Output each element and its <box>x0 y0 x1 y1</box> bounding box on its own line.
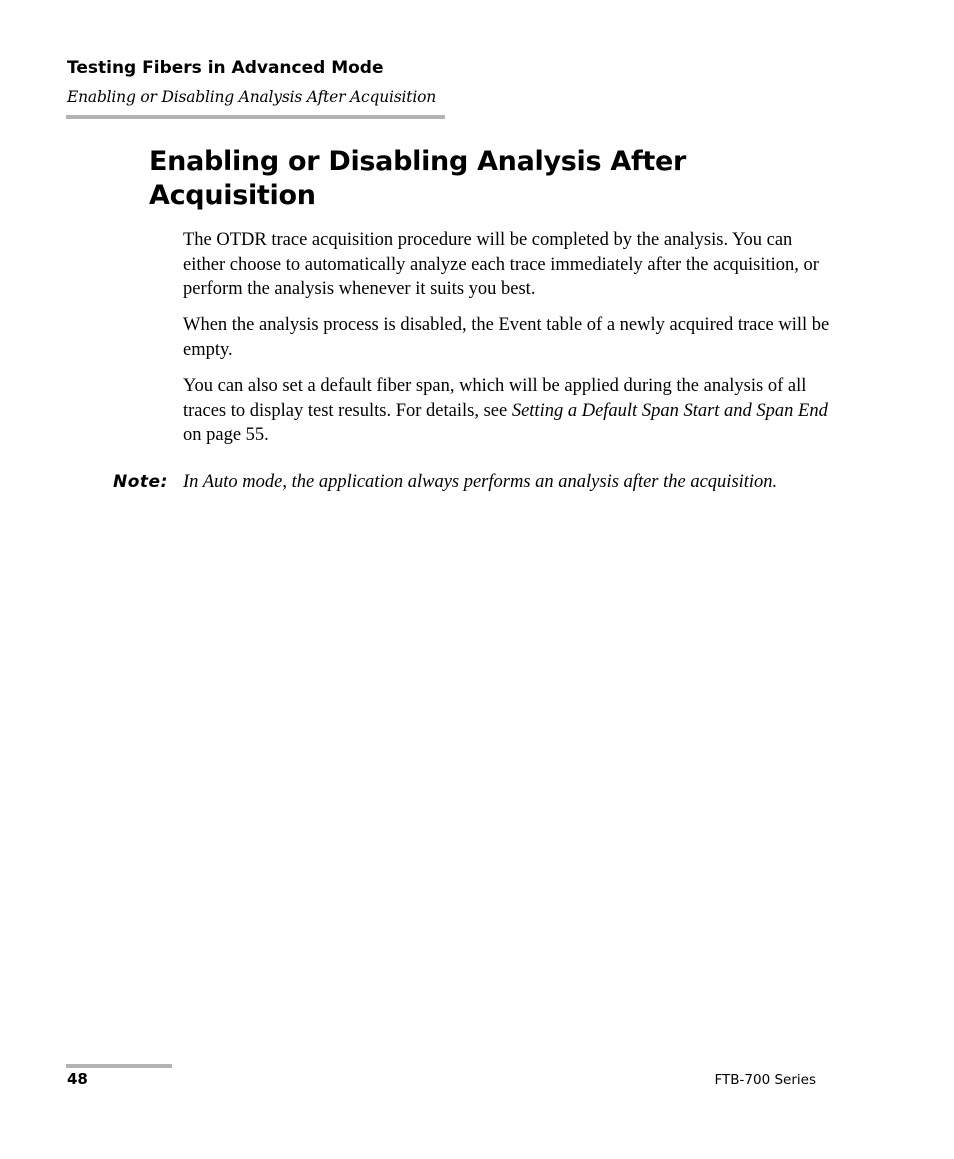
body-paragraph-2: When the analysis process is disabled, the Event table of a newly acquired trace will be empty. <box>183 315 830 360</box>
running-head-subtitle: Enabling or Disabling Analysis After Acquisition <box>67 88 436 106</box>
running-head-title: Testing Fibers in Advanced Mode <box>67 58 384 78</box>
product-name: FTB-700 Series <box>714 1072 816 1088</box>
footer-divider <box>66 1064 172 1068</box>
note-text: In Auto mode, the application always performs an analysis after the acquisition. <box>183 472 778 492</box>
body-paragraph-1: The OTDR trace acquisition procedure will be completed by the analysis. You can either choose to automatically analyze each trace immediately after the acquisition, or perform the analysis whenever it suits you best. <box>183 230 819 299</box>
page-number: 48 <box>67 1070 88 1088</box>
paragraph-3-text-end: on page 55. <box>183 425 269 445</box>
cross-reference-link[interactable]: Setting a Default Span Start and Span End <box>511 400 828 421</box>
body-paragraph-3 <box>183 374 833 448</box>
header-divider <box>66 115 445 119</box>
paragraph-3-text-start: You can also set a default fiber span, which will be applied during the analysis of all traces to display test results. For details, see <box>183 376 807 421</box>
note-label: Note: <box>113 472 168 492</box>
section-heading: Enabling or Disabling Analysis After Acquisition <box>149 146 687 211</box>
